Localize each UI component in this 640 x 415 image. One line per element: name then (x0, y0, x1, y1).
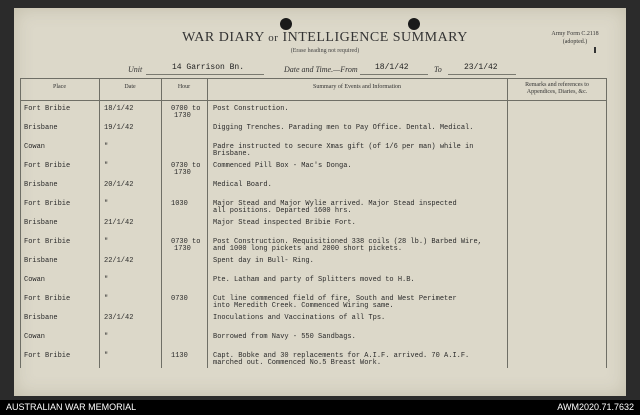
summary-cell-continued: into Meredith Creek. Commenced Wiring same. (213, 302, 394, 310)
hour-cell-continued: 1730 (174, 169, 191, 177)
summary-cell-continued: Brisbane. (213, 150, 251, 158)
summary-cell: Spent day in Bull- Ring. (213, 257, 314, 265)
date-cell: 19/1/42 (104, 124, 134, 132)
place-cell: Brisbane (24, 257, 58, 265)
header-date: Date (124, 84, 136, 90)
army-form-number: Army Form C.2118 (551, 31, 599, 37)
col-rule (20, 78, 21, 368)
place-cell: Fort Bribie (24, 295, 71, 303)
summary-cell: Medical Board. (213, 181, 272, 189)
summary-cell: Digging Trenches. Parading men to Pay Office. Dental. Medical. (213, 124, 474, 132)
summary-cell: Inoculations and Vaccinations of all Tps. (213, 314, 386, 322)
date-cell: 18/1/42 (104, 105, 134, 113)
place-cell: Cowan (24, 276, 46, 284)
hour-cell: 0700 to (171, 105, 201, 113)
hour-cell-continued: 1730 (174, 112, 191, 120)
col-rule (606, 78, 607, 368)
unit-label: Unit (128, 65, 143, 74)
from-date-value: 18/1/42 (375, 63, 409, 72)
table-top-rule (20, 78, 607, 79)
unit-rule (146, 74, 264, 75)
col-rule (207, 78, 208, 368)
col-rule (161, 78, 162, 368)
summary-cell: Post Construction. (213, 105, 289, 113)
summary-cell: Padre instructed to secure Xmas gift (of 1/6 per man) while in (213, 143, 474, 151)
from-rule (360, 74, 428, 75)
col-rule (99, 78, 100, 368)
place-cell: Fort Bribie (24, 162, 71, 170)
title-war-diary: WAR DIARY (182, 30, 265, 45)
summary-cell-continued: all positions. Departed 1600 hrs. (213, 207, 352, 215)
ink-mark (594, 47, 596, 53)
date-cell: 23/1/42 (104, 314, 134, 322)
to-rule (448, 74, 516, 75)
date-cell: " (104, 238, 109, 246)
date-cell: " (104, 143, 109, 151)
place-cell: Fort Bribie (24, 200, 71, 208)
header-remarks: Remarks and references to Appendices, Diaries, &c. (525, 82, 589, 95)
place-cell: Cowan (24, 143, 46, 151)
col-rule (507, 78, 508, 368)
summary-cell: Major Stead and Major Wylie arrived. Major Stead inspected (213, 200, 457, 208)
summary-cell-continued: and 1000 long pickets and 2000 short pickets. (213, 245, 403, 253)
hour-cell-continued: 1730 (174, 245, 191, 253)
date-cell: " (104, 333, 109, 341)
summary-cell: Capt. Bobke and 30 replacements for A.I.F. arrived. 70 A.I.F. (213, 352, 470, 360)
summary-cell: Borrowed from Navy - 550 Sandbags. (213, 333, 356, 341)
summary-cell-continued: marched out. Commenced No.5 Breast Work. (213, 359, 382, 367)
summary-cell: Post Construction. Requisitioned 338 coils (28 lb.) Barbed Wire, (213, 238, 482, 246)
form-subtitle: (Erase heading not required) (290, 48, 360, 54)
form-title (180, 30, 470, 46)
hour-cell: 0730 to (171, 162, 201, 170)
hour-cell: 1130 (171, 352, 188, 360)
army-form-adopted: (adopted.) (562, 39, 588, 45)
hour-cell: 1030 (171, 200, 188, 208)
title-or: or (268, 32, 279, 44)
place-cell: Cowan (24, 333, 46, 341)
header-place: Place (53, 84, 66, 90)
date-cell: " (104, 295, 109, 303)
header-rule (20, 100, 607, 101)
date-cell: " (104, 162, 109, 170)
header-summary: Summary of Events and Information (313, 84, 401, 90)
date-cell: 22/1/42 (104, 257, 134, 265)
date-cell: 21/1/42 (104, 219, 134, 227)
summary-cell: Pte. Latham and party of Splitters moved to H.B. (213, 276, 415, 284)
footer-institution: AUSTRALIAN WAR MEMORIAL (6, 402, 137, 412)
punch-hole (280, 18, 292, 30)
title-intelligence-summary: INTELLIGENCE SUMMARY (282, 30, 468, 45)
date-cell: " (104, 200, 109, 208)
unit-value: 14 Garrison Bn. (172, 63, 245, 72)
header-hour: Hour (177, 84, 191, 90)
place-cell: Fort Bribie (24, 238, 71, 246)
army-form-label (540, 30, 610, 46)
place-cell: Fort Bribie (24, 352, 71, 360)
place-cell: Brisbane (24, 314, 58, 322)
hour-cell: 0730 (171, 295, 188, 303)
date-cell: 20/1/42 (104, 181, 134, 189)
date-cell: " (104, 352, 109, 360)
summary-cell: Major Stead inspected Bribie Fort. (213, 219, 356, 227)
summary-cell: Cut line commenced field of fire, South and West Perimeter (213, 295, 457, 303)
summary-cell: Commenced Pill Box - Mac's Donga. (213, 162, 352, 170)
footer-accession-number: AWM2020.71.7632 (557, 402, 634, 412)
punch-hole (408, 18, 420, 30)
place-cell: Brisbane (24, 181, 58, 189)
place-cell: Brisbane (24, 219, 58, 227)
place-cell: Fort Bribie (24, 105, 71, 113)
to-label: To (434, 65, 442, 74)
place-cell: Brisbane (24, 124, 58, 132)
date-label: Date and Time.—From (284, 65, 358, 74)
hour-cell: 0730 to (171, 238, 201, 246)
diary-table (20, 78, 607, 368)
date-cell: " (104, 276, 109, 284)
to-date-value: 23/1/42 (464, 63, 498, 72)
